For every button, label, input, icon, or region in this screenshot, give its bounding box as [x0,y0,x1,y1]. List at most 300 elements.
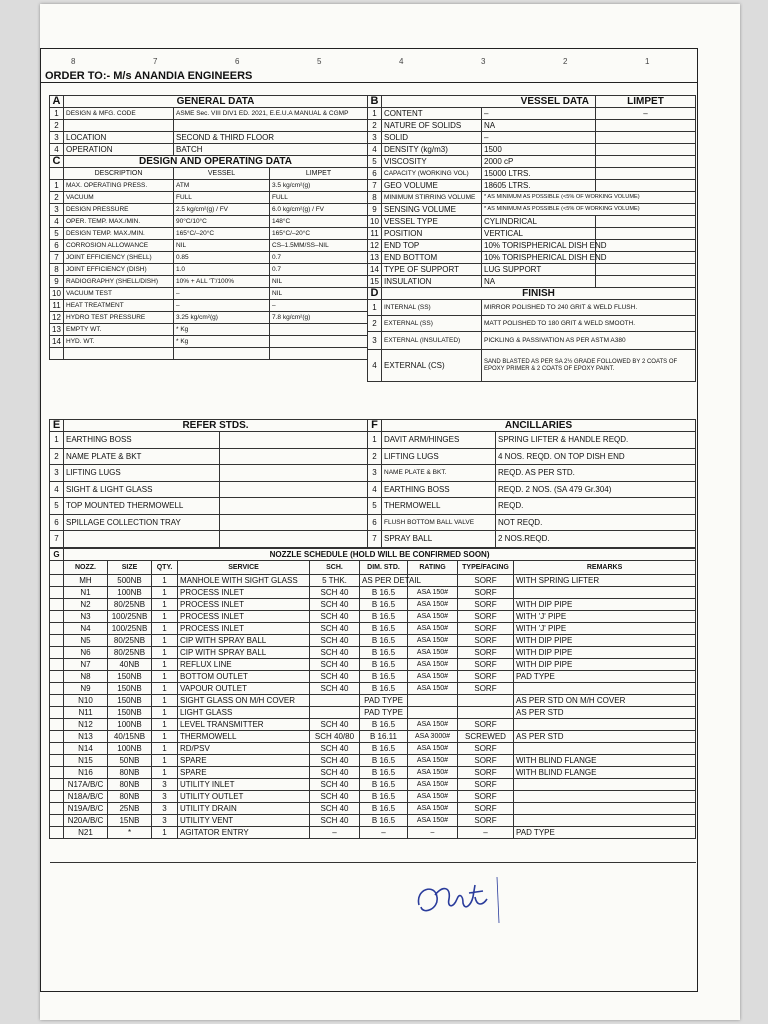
row-spacer [50,599,64,611]
nozzle-rating: ASA 150# [408,743,458,755]
row-number: 5 [50,228,64,240]
nozzle-sch: SCH 40 [310,635,360,647]
nozzle-remarks [514,803,696,815]
row-value: 2000 cP [482,156,596,168]
nozzle-remarks: AS PER STD [514,731,696,743]
nozzle-rating: ASA 150# [408,635,458,647]
nozzle-row [50,575,696,587]
nozzle-size: 80NB [108,767,152,779]
limpet-value [596,228,696,240]
zone-marker: 7 [153,57,158,66]
section-letter: G [50,549,64,561]
nozzle-type-facing: SORF [458,791,514,803]
design-data-row [50,192,368,204]
nozzle-qty: 1 [152,767,178,779]
row-number: 11 [50,300,64,312]
row-number: 5 [50,498,64,515]
vessel-value: – [174,288,270,300]
nozzle-size: 80/25NB [108,599,152,611]
row-value: * AS MINIMUM AS POSSIBLE (<5% OF WORKING VOLUME) [482,192,696,204]
row-spacer [50,719,64,731]
nozzle-id: N5 [64,635,108,647]
nozzle-dim-std: B 16.5 [360,815,408,827]
nozzle-type-facing: SORF [458,623,514,635]
row-number: 2 [50,120,64,132]
vessel-value: 90°C/10°C [174,216,270,228]
row-value: MATT POLISHED TO 180 GRIT & WELD SMOOTH. [482,316,696,332]
nozzle-type-facing [458,707,514,719]
nozzle-qty: 3 [152,803,178,815]
nozzle-type-facing: SORF [458,743,514,755]
nozzle-size: 100/25NB [108,623,152,635]
row-value: REQD. [496,498,696,515]
nozzle-qty: 1 [152,659,178,671]
nozzle-row [50,599,696,611]
nozzle-sch: SCH 40 [310,611,360,623]
nozzle-dim-std: B 16.5 [360,623,408,635]
nozzle-remarks: WITH BLIND FLANGE [514,755,696,767]
nozzle-rating: – [408,827,458,839]
row-number: 4 [50,144,64,156]
nozzle-qty: 1 [152,635,178,647]
row-label: NAME PLATE & BKT. [382,465,496,482]
row-label: VACUUM TEST [64,288,174,300]
row-label: LIFTING LUGS [64,465,220,482]
limpet-value [596,120,696,132]
nozzle-rating: ASA 150# [408,779,458,791]
row-label: CAPACITY (WORKING VOL) [382,168,482,180]
row-number: 2 [50,192,64,204]
row-label: RADIOGRAPHY (SHELL/DISH) [64,276,174,288]
nozzle-id: N11 [64,707,108,719]
nozzle-dim-std: B 16.5 [360,635,408,647]
row-label: HYD. WT. [64,336,174,348]
row-label: OPERATION [64,144,174,156]
row-spacer [50,827,64,839]
nozzle-remarks: AS PER STD [514,707,696,719]
row-label: MAX. OPERATING PRESS. [64,180,174,192]
row-label: HEAT TREATMENT [64,300,174,312]
nozzle-dim-std: B 16.11 [360,731,408,743]
nozzle-remarks: WITH 'J' PIPE [514,611,696,623]
vessel-data-row [368,240,696,252]
nozzle-remarks [514,683,696,695]
nozzle-rating: ASA 150# [408,791,458,803]
limpet-value: CS–1.5MM/SS–NIL [270,240,368,252]
section-title: FINISH [382,288,696,300]
nozzle-rating: ASA 150# [408,755,458,767]
nozzle-rating: ASA 150# [408,671,458,683]
limpet-value [596,132,696,144]
row-number: 5 [368,498,382,515]
row-number: 3 [50,132,64,144]
nozzle-sch: SCH 40 [310,803,360,815]
nozzle-qty: 1 [152,623,178,635]
nozzle-id: N18A/B/C [64,791,108,803]
nozzle-sch: SCH 40/80 [310,731,360,743]
nozzle-type-facing: SORF [458,575,514,587]
refer-std-row [50,514,368,531]
row-spacer [50,671,64,683]
row-spacer [50,659,64,671]
row-spacer [50,611,64,623]
nozzle-size: 150NB [108,683,152,695]
nozzle-qty: 1 [152,743,178,755]
nozzle-row [50,719,696,731]
nozzle-qty: 1 [152,671,178,683]
section-title: NOZZLE SCHEDULE (HOLD WILL BE CONFIRMED SOON) [64,549,696,561]
limpet-value: 3.5 kg/cm²(g) [270,180,368,192]
section-letter: D [368,288,382,300]
nozzle-rating: ASA 150# [408,803,458,815]
row-number: 4 [50,481,64,498]
row-number: 3 [50,465,64,482]
row-number: 3 [368,465,382,482]
refer-std-row [50,481,368,498]
row-label: JOINT EFFICIENCY (SHELL) [64,252,174,264]
row-value: – [482,132,596,144]
row-value: NA [482,276,596,288]
nozzle-row [50,587,696,599]
section-title: ANCILLARIES [382,420,696,432]
row-value: 2 NOS.REQD. [496,531,696,548]
row-blank [220,531,368,548]
nozzle-qty: 3 [152,791,178,803]
nozzle-type-facing: SORF [458,815,514,827]
nozzle-size: 100NB [108,743,152,755]
zone-marker: 4 [399,57,404,66]
nozzle-sch: SCH 40 [310,683,360,695]
row-label: EXTERNAL (SS) [382,316,482,332]
nozzle-rating [408,707,458,719]
nozzle-dim-std: B 16.5 [360,683,408,695]
vessel-and-finish-table [367,95,696,382]
row-label: NAME PLATE & BKT [64,448,220,465]
section-title-limpet: LIMPET [596,96,696,108]
nozzle-type-facing: SORF [458,659,514,671]
row-value: 4 NOS. REQD. ON TOP DISH END [496,448,696,465]
nozzle-remarks [514,779,696,791]
row-number: 1 [368,300,382,316]
limpet-value [596,216,696,228]
vessel-data-row [368,168,696,180]
section-letter: F [368,420,382,432]
nozzle-row [50,731,696,743]
row-spacer [50,695,64,707]
nozzle-id: N16 [64,767,108,779]
refer-std-row [50,432,368,449]
section-title: REFER STDS. [64,420,368,432]
nozzle-size: 80NB [108,779,152,791]
vessel-data-row [368,144,696,156]
section-letter: B [368,96,382,108]
limpet-value [596,264,696,276]
row-number: 7 [50,252,64,264]
nozzle-type-facing: SORF [458,587,514,599]
nozzle-id: N1 [64,587,108,599]
nozzle-sch: SCH 40 [310,767,360,779]
design-data-row [50,252,368,264]
nozzle-remarks [514,791,696,803]
row-label: THERMOWELL [382,498,496,515]
nozzle-sch [310,695,360,707]
row-value: SAND BLASTED AS PER SA 2½ GRADE FOLLOWED BY 2 COATS OF EPOXY PRIMER & 2 COATS OF EPOXY PAINT. [484,358,678,372]
nozzle-service: AGITATOR ENTRY [178,827,310,839]
nozzle-qty: 1 [152,587,178,599]
nozzle-rating: ASA 150# [408,611,458,623]
row-label: CONTENT [382,108,482,120]
nozzle-remarks [514,719,696,731]
refer-std-row [50,465,368,482]
column-header: SERVICE [178,561,310,575]
row-number: 4 [50,216,64,228]
section-letter: C [50,156,64,168]
nozzle-type-facing: SORF [458,719,514,731]
nozzle-remarks: WITH DIP PIPE [514,599,696,611]
row-label: TOP MOUNTED THERMOWELL [64,498,220,515]
nozzle-size: 80NB [108,791,152,803]
row-label: EMPTY WT. [64,324,174,336]
section-title: GENERAL DATA [64,96,368,108]
limpet-value: 7.8 kg/cm²(g) [270,312,368,324]
row-label: END TOP [382,240,482,252]
row-number: 8 [50,264,64,276]
section-letter: A [50,96,64,108]
nozzle-id: N2 [64,599,108,611]
nozzle-row [50,827,696,839]
design-data-row [50,204,368,216]
row-number: 1 [368,432,382,449]
row-spacer [50,815,64,827]
nozzle-service: SPARE [178,767,310,779]
nozzle-dim-std: PAD TYPE [360,695,408,707]
row-number: 4 [368,481,382,498]
nozzle-dim-std: AS PER DETAIL [360,575,408,587]
nozzle-sch: SCH 40 [310,779,360,791]
nozzle-id: N10 [64,695,108,707]
nozzle-dim-std: B 16.5 [360,719,408,731]
nozzle-qty: 1 [152,731,178,743]
row-spacer [50,683,64,695]
limpet-value [596,168,696,180]
column-header: VESSEL [174,168,270,180]
design-data-row [50,216,368,228]
limpet-value: NIL [270,276,368,288]
section-title: VESSEL DATA [382,96,596,108]
nozzle-rating: ASA 3000# [408,731,458,743]
nozzle-rating: ASA 150# [408,623,458,635]
zone-marker: 1 [645,57,650,66]
column-header: NOZZ. [64,561,108,575]
nozzle-service: CIP WITH SPRAY BALL [178,635,310,647]
nozzle-id: N8 [64,671,108,683]
ancillary-row [368,514,696,531]
row-spacer [50,707,64,719]
nozzle-size: 100/25NB [108,611,152,623]
vessel-value: 0.85 [174,252,270,264]
limpet-value: NIL [270,288,368,300]
nozzle-service: BOTTOM OUTLET [178,671,310,683]
design-data-row [50,324,368,336]
design-data-row [50,276,368,288]
nozzle-size: 50NB [108,755,152,767]
row-label: LOCATION [64,132,174,144]
design-data-row [50,240,368,252]
nozzle-service: PROCESS INLET [178,599,310,611]
nozzle-type-facing: SORF [458,599,514,611]
datasheet-frame [40,48,698,992]
row-spacer [50,647,64,659]
zone-marker: 5 [317,57,322,66]
nozzle-size: 150NB [108,695,152,707]
nozzle-dim-std: PAD TYPE [360,707,408,719]
nozzle-remarks: AS PER STD ON M/H COVER [514,695,696,707]
row-number: 4 [368,350,382,382]
row-number: 9 [368,204,382,216]
zone-marker: 3 [481,57,486,66]
row-spacer [50,635,64,647]
nozzle-size: 100NB [108,587,152,599]
nozzle-type-facing: SORF [458,611,514,623]
row-value: SPRING LIFTER & HANDLE REQD. [496,432,696,449]
order-to-title: ORDER TO:- M/s ANANDIA ENGINEERS [41,69,697,83]
row-value: 10% TORISPHERICAL DISH END [482,252,596,264]
vessel-data-row [368,132,696,144]
refer-std-row [50,498,368,515]
nozzle-dim-std: B 16.5 [360,779,408,791]
limpet-value [596,144,696,156]
nozzle-dim-std: B 16.5 [360,587,408,599]
column-header: QTY. [152,561,178,575]
row-number: 14 [368,264,382,276]
nozzle-sch [310,707,360,719]
column-header: REMARKS [514,561,696,575]
nozzle-service: SPARE [178,755,310,767]
nozzle-row [50,683,696,695]
row-number: 14 [50,336,64,348]
row-value: ASME Sec. VIII DIV1 ED. 2021, E.E.U.A MANUAL & CGMP [174,108,368,120]
nozzle-dim-std: B 16.5 [360,767,408,779]
row-number: 6 [368,168,382,180]
row-spacer [50,587,64,599]
row-number: 10 [50,288,64,300]
row-label: GEO VOLUME [382,180,482,192]
ancillary-row [368,481,696,498]
vessel-data-row [368,192,696,204]
vessel-data-row [368,216,696,228]
nozzle-sch: SCH 40 [310,647,360,659]
nozzle-type-facing: SORF [458,683,514,695]
nozzle-rating: ASA 150# [408,599,458,611]
ancillary-row [368,432,696,449]
nozzle-sch: SCH 40 [310,719,360,731]
nozzle-qty: 1 [152,611,178,623]
nozzle-dim-std: B 16.5 [360,647,408,659]
nozzle-id: N15 [64,755,108,767]
zone-marker: 6 [235,57,240,66]
nozzle-qty: 3 [152,779,178,791]
nozzle-dim-std: B 16.5 [360,791,408,803]
nozzle-dim-std: B 16.5 [360,611,408,623]
nozzle-remarks: WITH SPRING LIFTER [514,575,696,587]
row-label [64,120,174,132]
nozzle-size: 150NB [108,671,152,683]
nozzle-id: N17A/B/C [64,779,108,791]
row-number: 4 [368,144,382,156]
row-label: SOLID [382,132,482,144]
nozzle-remarks: WITH 'J' PIPE [514,623,696,635]
section-letter: E [50,420,64,432]
nozzle-service: SIGHT GLASS ON M/H COVER [178,695,310,707]
row-label: SIGHT & LIGHT GLASS [64,481,220,498]
row-label: EXTERNAL (CS) [382,350,482,382]
row-value: 15000 LTRS. [482,168,596,180]
nozzle-size: 40NB [108,659,152,671]
nozzle-sch: SCH 40 [310,755,360,767]
nozzle-rating: ASA 150# [408,719,458,731]
nozzle-schedule-table [49,548,696,863]
row-value: VERTICAL [482,228,596,240]
nozzle-row [50,791,696,803]
row-number: 12 [368,240,382,252]
row-label: VACUUM [64,192,174,204]
limpet-value [270,336,368,348]
row-value: NA [482,120,596,132]
row-number: 3 [368,132,382,144]
row-number: 1 [50,180,64,192]
ancillary-row [368,498,696,515]
nozzle-row [50,779,696,791]
row-label: LIFTING LUGS [382,448,496,465]
nozzle-size: * [108,827,152,839]
nozzle-dim-std: B 16.5 [360,671,408,683]
nozzle-service: THERMOWELL [178,731,310,743]
nozzle-row [50,635,696,647]
nozzle-sch: SCH 40 [310,599,360,611]
row-label: DENSITY (kg/m3) [382,144,482,156]
design-data-row [50,312,368,324]
ancillary-row [368,465,696,482]
row-label: CORROSION ALLOWANCE [64,240,174,252]
limpet-value: FULL [270,192,368,204]
nozzle-service: PROCESS INLET [178,611,310,623]
row-blank [220,498,368,515]
design-data-row [50,336,368,348]
nozzle-row [50,767,696,779]
nozzle-id: N6 [64,647,108,659]
nozzle-service: UTILITY INLET [178,779,310,791]
nozzle-qty: 1 [152,827,178,839]
row-label: DAVIT ARM/HINGES [382,432,496,449]
nozzle-sch: SCH 40 [310,587,360,599]
nozzle-service: CIP WITH SPRAY BALL [178,647,310,659]
nozzle-qty: 1 [152,707,178,719]
row-number: 5 [368,156,382,168]
nozzle-id: N4 [64,623,108,635]
nozzle-id: N12 [64,719,108,731]
nozzle-service: PROCESS INLET [178,623,310,635]
row-label: INSULATION [382,276,482,288]
nozzle-type-facing: SORF [458,635,514,647]
column-header: DESCRIPTION [64,168,174,180]
nozzle-type-facing: SORF [458,671,514,683]
row-label: MINIMUM STIRRING VOLUME [382,192,482,204]
row-value-wrap [482,350,696,382]
nozzle-remarks [514,587,696,599]
nozzle-remarks [514,743,696,755]
zone-marker: 2 [563,57,568,66]
vessel-value: * Kg [174,324,270,336]
